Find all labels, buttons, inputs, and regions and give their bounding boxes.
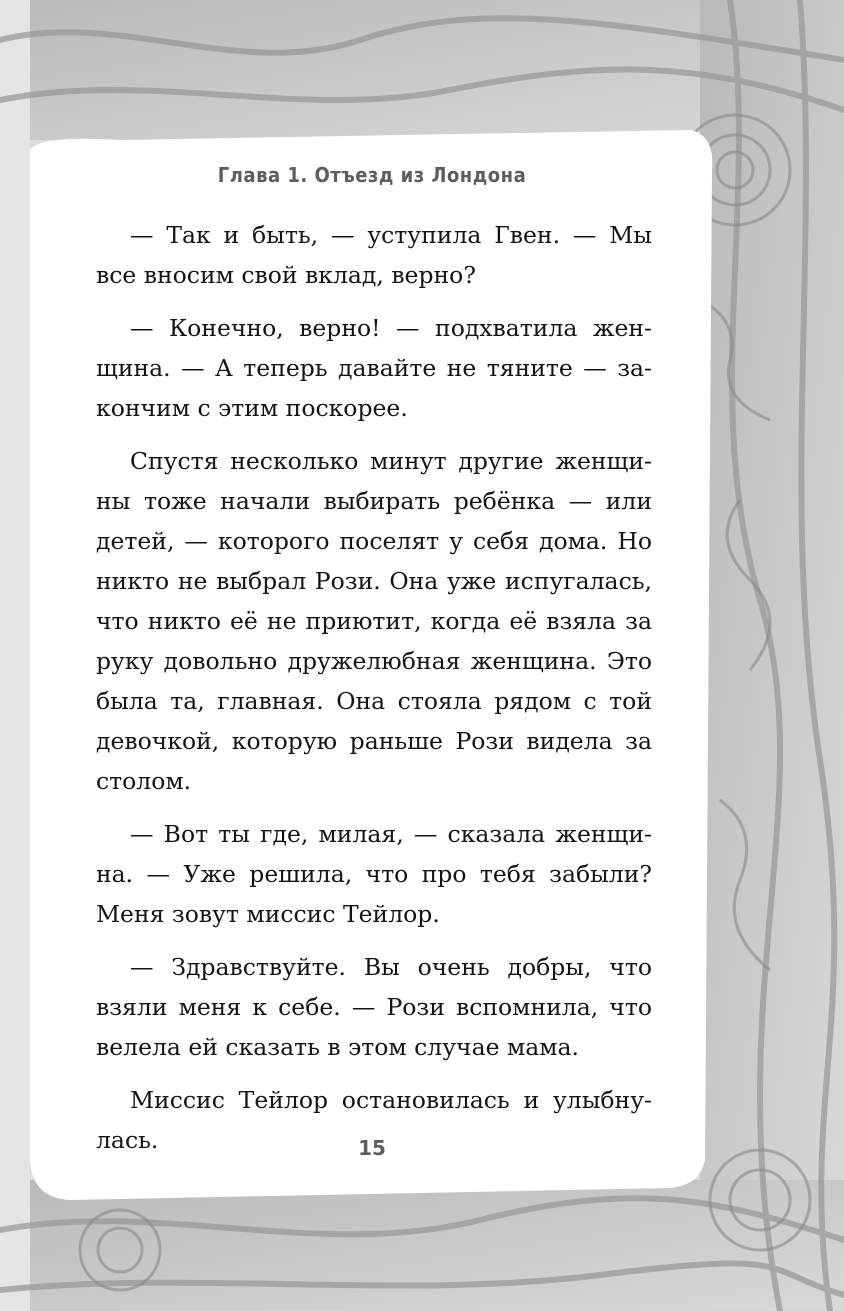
text-line: Миссис Тейлор остановилась и улыбну- [130, 1086, 652, 1114]
text-line: все вносим свой вклад, верно? [96, 261, 476, 289]
text-line: девочкой, которую раньше Рози видела за [96, 727, 652, 755]
paragraph [96, 215, 652, 295]
paragraph [96, 441, 652, 801]
text-line: Спустя несколько минут другие женщи- [130, 447, 652, 475]
text-line: ны тоже начали выбирать ребёнка — или [96, 487, 652, 515]
text-line: кончим с этим поскорее. [96, 394, 408, 422]
text-line: была та, главная. Она стояла рядом с той [96, 687, 652, 715]
text-line: лась. [96, 1126, 159, 1154]
text-line: никто не выбрал Рози. Она уже испугалась, [96, 567, 652, 595]
text-line: взяли меня к себе. — Рози вспомнила, что [96, 993, 652, 1021]
text-line: на. — Уже решила, что про тебя забыли? [96, 860, 652, 888]
paragraph [96, 308, 652, 428]
paragraph [96, 947, 652, 1067]
text-line: столом. [96, 767, 192, 795]
body-text [96, 215, 652, 1160]
paragraph [96, 814, 652, 934]
text-line: щина. — А теперь давайте не тяните — за- [96, 354, 652, 382]
text-line: — Здравствуйте. Вы очень добры, что [130, 953, 652, 981]
text-line: детей, — которого поселят у себя дома. Но [96, 527, 652, 555]
text-line: Меня зовут миссис Тейлор. [96, 900, 440, 928]
text-line: велела ей сказать в этом случае мама. [96, 1033, 580, 1061]
text-line: — Вот ты где, милая, — сказала женщи- [130, 820, 652, 848]
text-line: — Конечно, верно! — подхватила жен- [130, 314, 652, 342]
text-line: руку довольно дружелюбная женщина. Это [96, 647, 652, 675]
text-line: что никто её не приютит, когда её взяла за [96, 607, 652, 635]
text-line: — Так и быть, — уступила Гвен. — Мы [130, 221, 652, 249]
chapter-header: Глава 1. Отъезд из Лондона [217, 163, 527, 187]
page-number: 15 [358, 1136, 386, 1160]
